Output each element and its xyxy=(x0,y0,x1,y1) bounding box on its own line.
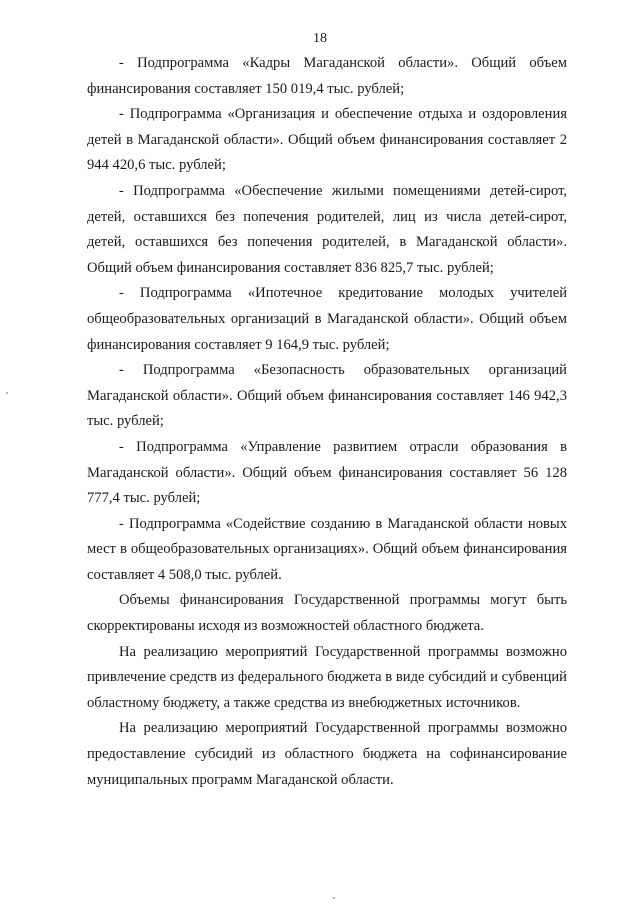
paragraph-subprogram-recreation: - Подпрограмма «Организация и обеспечение отдыха и оздоровления детей в Магаданской области». Общий объем финансирования составляет 2 944 420,6 тыс. рублей; xyxy=(87,106,567,174)
document-body xyxy=(87,51,567,793)
paragraph-subprogram-orphan-housing: - Подпрограмма «Обеспечение жилыми помещениями детей-сирот, детей, оставшихся без попечения родителей, лиц из числа детей-сирот, детей, оставшихся без попечения родителей, в Магаданской области». Общий объем финансирования составляет 836 825,7 тыс. рублей; xyxy=(87,182,567,276)
paragraph-federal-funds: На реализацию мероприятий Государственной программы возможно привлечение средств из федерального бюджета в виде субсидий и субвенций областному бюджету, а также средства из внебюджетных источников. xyxy=(87,643,567,711)
paragraph-subprogram-new-places: - Подпрограмма «Содействие созданию в Магаданской области новых мест в общеобразовательных организациях». Общий объем финансирования составляет 4 508,0 тыс. рублей. xyxy=(87,515,567,583)
paragraph-subprogram-teacher-mortgage: - Подпрограмма «Ипотечное кредитование молодых учителей общеобразовательных организаций в Магаданской области». Общий объем финансирования составляет 9 164,9 тыс. рублей; xyxy=(87,285,567,353)
paragraph-funding-adjustment: Объемы финансирования Государственной программы могут быть скорректированы исходя из возможностей областного бюджета. xyxy=(87,592,567,635)
paragraph-municipal-subsidies: На реализацию мероприятий Государственной программы возможно предоставление субсидий из областного бюджета на софинансирование муниципальных программ Магаданской области. xyxy=(87,720,567,788)
paragraph-subprogram-safety: - Подпрограмма «Безопасность образовательных организаций Магаданской области». Общий объем финансирования составляет 146 942,3 тыс. рублей; xyxy=(87,362,567,430)
scan-dot xyxy=(333,897,335,899)
paragraph-subprogram-management: - Подпрограмма «Управление развитием отрасли образования в Магаданской области». Общий объем финансирования составляет 56 128 777,4 тыс. рублей; xyxy=(87,438,567,507)
paragraph-subprogram-personnel: - Подпрограмма «Кадры Магаданской области». Общий объем финансирования составляет 150 019,4 тыс. рублей; xyxy=(87,55,567,97)
scan-dot xyxy=(6,392,8,394)
page-number: 18 xyxy=(313,31,327,46)
